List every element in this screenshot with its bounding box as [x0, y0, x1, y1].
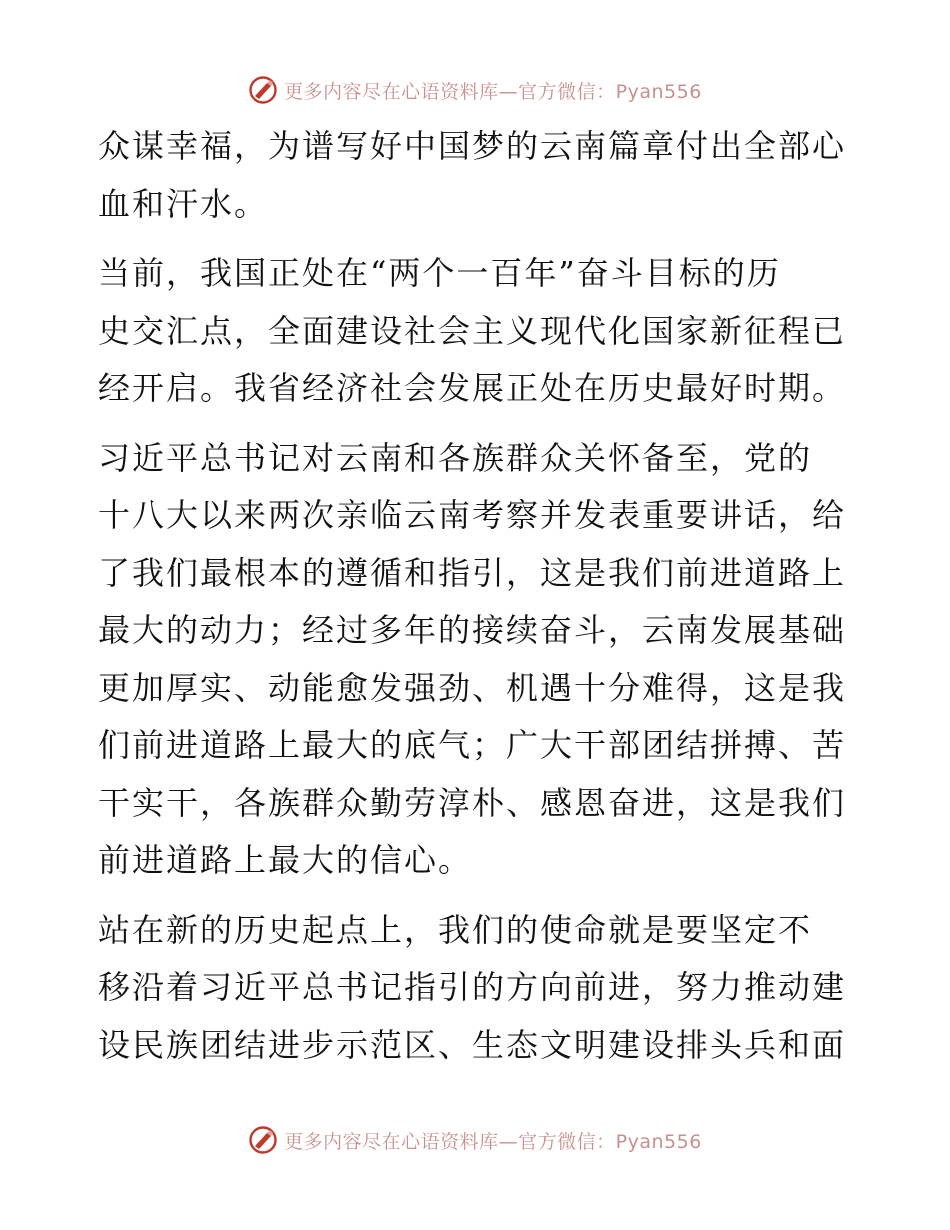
text-line: 习近平总书记对云南和各族群众关怀备至，党的	[98, 438, 813, 477]
footer-watermark	[0, 1120, 950, 1160]
paragraph-1	[98, 118, 850, 233]
text-line: 设民族团结进步示范区、生态文明建设排头兵和面	[98, 1025, 847, 1064]
paragraph-3	[98, 430, 850, 890]
document-body	[98, 118, 850, 1086]
text-line: 们前进道路上最大的底气；广大干部团结拼搏、苦	[98, 726, 847, 764]
pen-seal-logo-icon	[248, 1125, 278, 1155]
text-line: 经开启。我省经济社会发展正处在历史最好时期。	[98, 369, 847, 407]
text-line: 史交汇点，全面建设社会主义现代化国家新征程已	[98, 311, 847, 350]
paragraph-2	[98, 245, 850, 418]
text-line: 更加厚实、动能愈发强劲、机遇十分难得，这是我	[98, 668, 847, 707]
paragraph-4	[98, 902, 850, 1075]
text-line: 前进道路上最大的信心。	[98, 841, 473, 879]
text-line: 干实干，各族群众勤劳淳朴、感恩奋进，这是我们	[98, 783, 847, 822]
text-line: 站在新的历史起点上，我们的使命就是要坚定不	[98, 910, 813, 949]
header-watermark	[0, 70, 950, 110]
watermark-text: 更多内容尽在心语资料库—官方微信：Pyan556	[284, 1130, 702, 1153]
text-line: 十八大以来两次亲临云南考察并发表重要讲话，给	[98, 496, 847, 534]
pen-seal-logo-icon	[248, 75, 278, 105]
text-line: 众谋幸福，为谱写好中国梦的云南篇章付出全部心	[98, 127, 847, 165]
text-line: 移沿着习近平总书记指引的方向前进，努力推动建	[98, 968, 847, 1006]
text-line: 当前，我国正处在“两个一百年”奋斗目标的历	[98, 254, 781, 292]
text-line: 血和汗水。	[98, 184, 269, 223]
text-line: 了我们最根本的遵循和指引，这是我们前进道路上	[98, 553, 847, 592]
watermark-text: 更多内容尽在心语资料库—官方微信：Pyan556	[284, 80, 702, 103]
text-line: 最大的动力；经过多年的接续奋斗，云南发展基础	[98, 611, 847, 649]
